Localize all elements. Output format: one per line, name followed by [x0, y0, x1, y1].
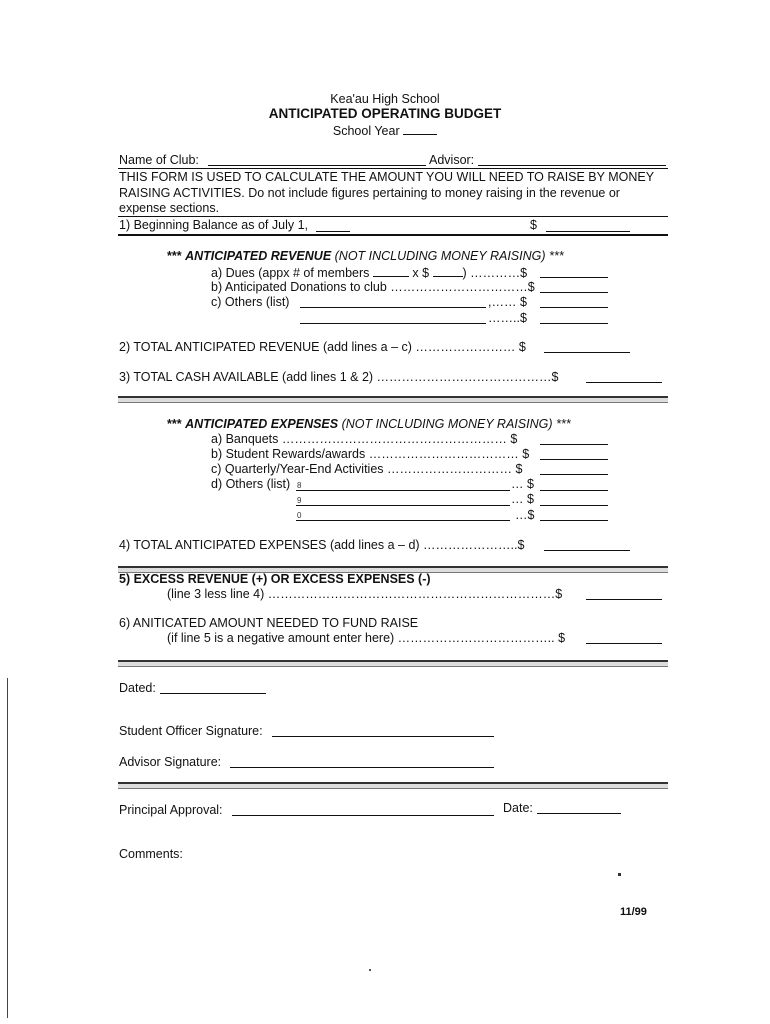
expense-other-2-desc[interactable] [296, 505, 510, 506]
expenses-heading-bold: ANTICIPATED EXPENSES [185, 417, 339, 431]
school-year-field[interactable] [403, 123, 437, 135]
advisor-signature-field[interactable] [230, 767, 494, 768]
section-divider [118, 396, 668, 403]
divider [118, 168, 668, 169]
expense-other-3-field[interactable] [540, 520, 608, 521]
expense-other-1-desc[interactable] [296, 490, 510, 491]
expenses-heading-rest: (NOT INCLUDING MONEY RAISING) *** [338, 417, 571, 431]
donations-label: b) Anticipated Donations to club ……………………………$ [211, 280, 535, 294]
dues-dots: ) …………$ [462, 266, 528, 280]
total-revenue-label: 2) TOTAL ANTICIPATED REVENUE (add lines a – c) …………………… $ [119, 340, 526, 354]
total-expenses-field[interactable] [544, 550, 630, 551]
expenses-heading-stars: *** [167, 417, 186, 431]
beginning-balance-label: 1) Beginning Balance as of July 1, [119, 218, 309, 232]
expense-other-3-num: 0 [297, 511, 302, 520]
expense-other-3-desc[interactable] [296, 520, 510, 521]
expense-other-3-dots: …$ [515, 508, 535, 522]
form-code: 11/99 [620, 906, 647, 918]
dues-amount-field[interactable] [433, 265, 463, 277]
instructions-line-2: RAISING ACTIVITIES. Do not include figures pertaining to money raising in the revenue or [119, 186, 620, 200]
section-divider [118, 782, 668, 789]
revenue-others-label: c) Others (list) [211, 295, 290, 309]
revenue-heading [167, 249, 564, 263]
advisor-field[interactable] [478, 165, 666, 166]
student-officer-signature-field[interactable] [272, 736, 494, 737]
revenue-heading-bold: ANTICIPATED REVENUE [185, 249, 332, 263]
school-name: Kea'au High School [330, 92, 440, 106]
revenue-other-1-desc[interactable] [300, 307, 486, 308]
activities-label: c) Quarterly/Year-End Activities ………………………… $ [211, 462, 523, 476]
principal-signature-field[interactable] [232, 815, 494, 816]
revenue-other-2-field[interactable] [540, 323, 608, 324]
advisor-label: Advisor: [429, 153, 475, 167]
total-revenue-field[interactable] [544, 352, 630, 353]
dues-members-field[interactable] [373, 265, 409, 277]
dated-label: Dated: [119, 681, 156, 695]
revenue-heading-rest: (NOT INCLUDING MONEY RAISING) *** [331, 249, 564, 263]
total-cash-field[interactable] [586, 382, 662, 383]
scan-speck [618, 873, 621, 876]
expense-other-1-dots: … $ [511, 477, 534, 491]
excess-label: 5) EXCESS REVENUE (+) OR EXCESS EXPENSES (-) [119, 572, 431, 586]
revenue-other-1-dots: ,…… $ [488, 295, 527, 309]
student-officer-label: Student Officer Signature: [119, 724, 263, 738]
dues-label: a) Dues (appx # of members [211, 266, 370, 280]
comments-label: Comments: [119, 847, 183, 861]
rewards-field[interactable] [540, 459, 608, 460]
rewards-label: b) Student Rewards/awards ……………………………… $ [211, 447, 530, 461]
activities-field[interactable] [540, 474, 608, 475]
total-cash-label: 3) TOTAL CASH AVAILABLE (add lines 1 & 2) ……………………………………$ [119, 370, 559, 384]
banquets-field[interactable] [540, 444, 608, 445]
section-divider [118, 660, 668, 667]
revenue-other-2-desc[interactable] [300, 323, 486, 324]
revenue-other-1-field[interactable] [540, 307, 608, 308]
divider [118, 234, 668, 236]
school-year-label: School Year [332, 124, 400, 138]
excess-sub: (line 3 less line 4) ……………………………………………………………$ [167, 587, 563, 601]
expense-other-2-dots: … $ [511, 492, 534, 506]
needed-label: 6) ANITICATED AMOUNT NEEDED TO FUND RAISE [119, 616, 419, 630]
expense-other-1-num: 8 [297, 481, 302, 490]
needed-field[interactable] [586, 643, 662, 644]
form-title: ANTICIPATED OPERATING BUDGET [268, 106, 502, 121]
beginning-balance-year-field[interactable] [316, 231, 350, 232]
instructions-line-3: expense sections. [119, 201, 220, 215]
donations-field[interactable] [540, 292, 608, 293]
scan-speck [369, 969, 371, 971]
expenses-heading [167, 417, 571, 431]
excess-field[interactable] [586, 599, 662, 600]
school-year-row [0, 123, 770, 138]
expense-other-1-field[interactable] [540, 490, 608, 491]
revenue-dues-row [211, 265, 527, 280]
expense-other-2-field[interactable] [540, 505, 608, 506]
date-field[interactable] [537, 813, 621, 814]
needed-sub: (if line 5 is a negative amount enter here) ……………………………….. $ [167, 631, 566, 645]
instructions-line-1: THIS FORM IS USED TO CALCULATE THE AMOUNT YOU WILL NEED TO RAISE BY MONEY [119, 170, 655, 184]
banquets-label: a) Banquets ……………………………………………… $ [211, 432, 518, 446]
beginning-balance-dollar: $ [530, 218, 537, 232]
revenue-other-2-dots: ……..$ [488, 311, 527, 325]
dated-field[interactable] [160, 693, 266, 694]
dues-times: x $ [412, 266, 430, 280]
club-name-label: Name of Club: [119, 153, 199, 167]
date-label: Date: [503, 801, 533, 815]
total-expenses-label: 4) TOTAL ANTICIPATED EXPENSES (add lines a – d) …………………..$ [119, 538, 525, 552]
expense-others-label: d) Others (list) [211, 477, 291, 491]
dues-total-field[interactable] [540, 277, 608, 278]
principal-label: Principal Approval: [119, 803, 223, 817]
scan-margin-line [7, 678, 8, 1018]
beginning-balance-field[interactable] [546, 231, 630, 232]
divider [118, 216, 668, 217]
club-name-field[interactable] [208, 165, 426, 166]
advisor-signature-label: Advisor Signature: [119, 755, 222, 769]
expense-other-2-num: 9 [297, 496, 302, 505]
revenue-heading-stars: *** [167, 249, 186, 263]
